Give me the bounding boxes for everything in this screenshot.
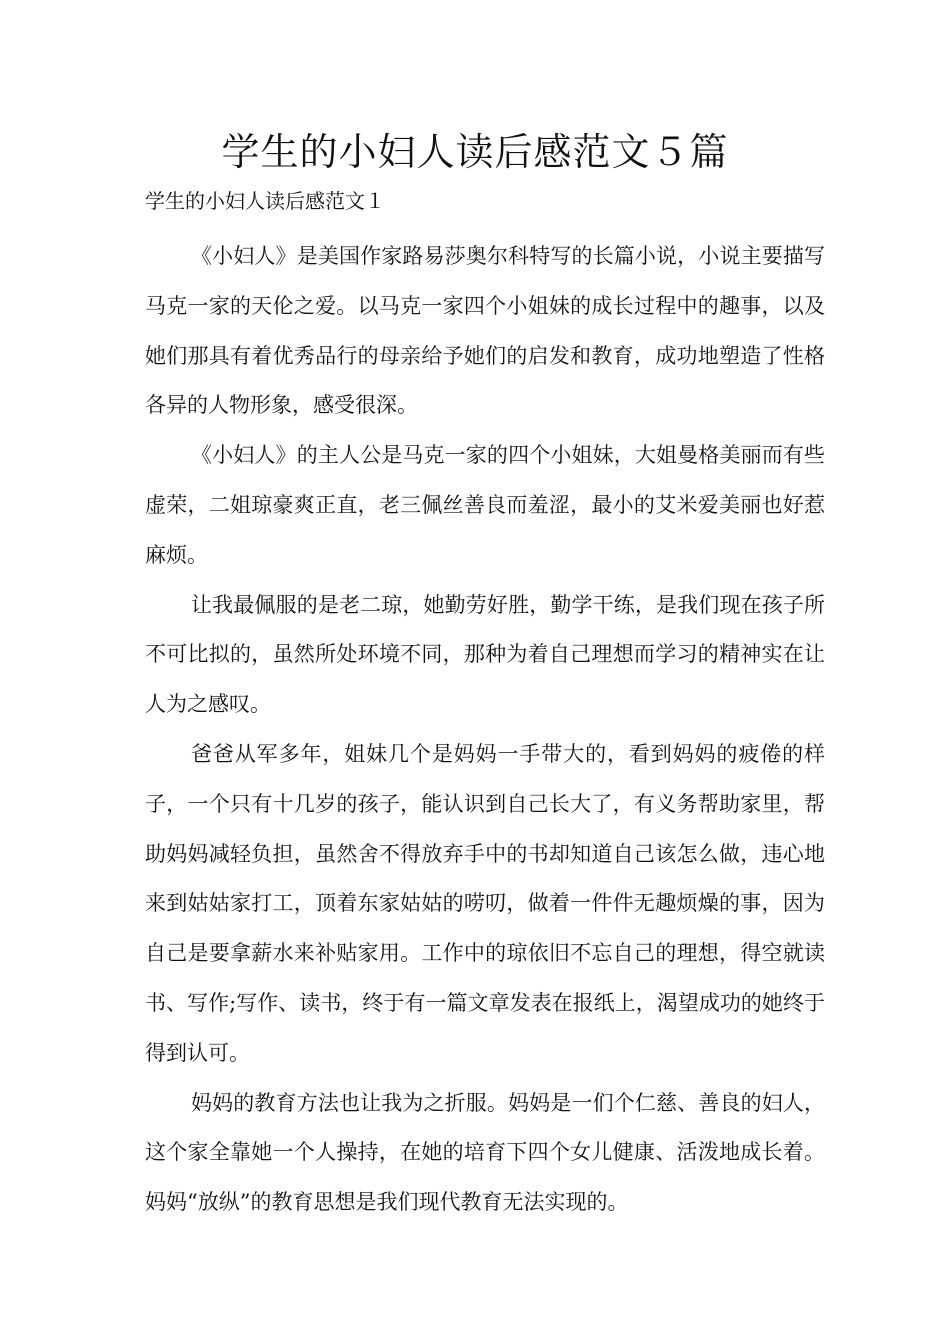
- paragraph: 妈妈的教育方法也让我为之折服。妈妈是一们个仁慈、善良的妇人，这个家全靠她一个人操持，在她的培育下四个女儿健康、活泼地成长着。妈妈“放纵”的教育思想是我们现代教育无法实现的。: [145, 1090, 825, 1215]
- paragraph: 《小妇人》是美国作家路易莎奥尔科特写的长篇小说，小说主要描写马克一家的天伦之爱。以马克一家四个小姐妹的成长过程中的趣事，以及她们那具有着优秀品行的母亲给予她们的启发和教育，成功地塑造了性格各异的人物形象，感受很深。: [145, 244, 825, 418]
- paragraph: 让我最佩服的是老二琼，她勤劳好胜，勤学干练，是我们现在孩子所不可比拟的，虽然所处环境不同，那种为着自己理想而学习的精神实在让人为之感叹。: [145, 592, 825, 717]
- section-heading: 学生的小妇人读后感范文１: [145, 189, 385, 213]
- paragraph: 《小妇人》的主人公是马克一家的四个小姐妹，大姐曼格美丽而有些虚荣，二姐琼豪爽正直，老三佩丝善良而羞涩，最小的艾米爱美丽也好惹麻烦。: [145, 443, 825, 567]
- document-title: 学生的小妇人读后感范文５篇: [221, 130, 729, 174]
- document-body: [145, 232, 825, 1228]
- paragraph: 爸爸从军多年，姐妹几个是妈妈一手带大的，看到妈妈的疲倦的样子，一个只有十几岁的孩子，能认识到自己长大了，有义务帮助家里，帮助妈妈减轻负担，虽然舍不得放弃手中的书却知道自己该怎么做，违心地来到姑姑家打工，顶着东家姑姑的唠叨，做着一件件无趣烦燥的事，因为自己是要拿薪水来补贴家用。工作中的琼依旧不忘自己的理想，得空就读书、写作;写作、读书，终于有一篇文章发表在报纸上，渴望成功的她终于得到认可。: [145, 741, 825, 1065]
